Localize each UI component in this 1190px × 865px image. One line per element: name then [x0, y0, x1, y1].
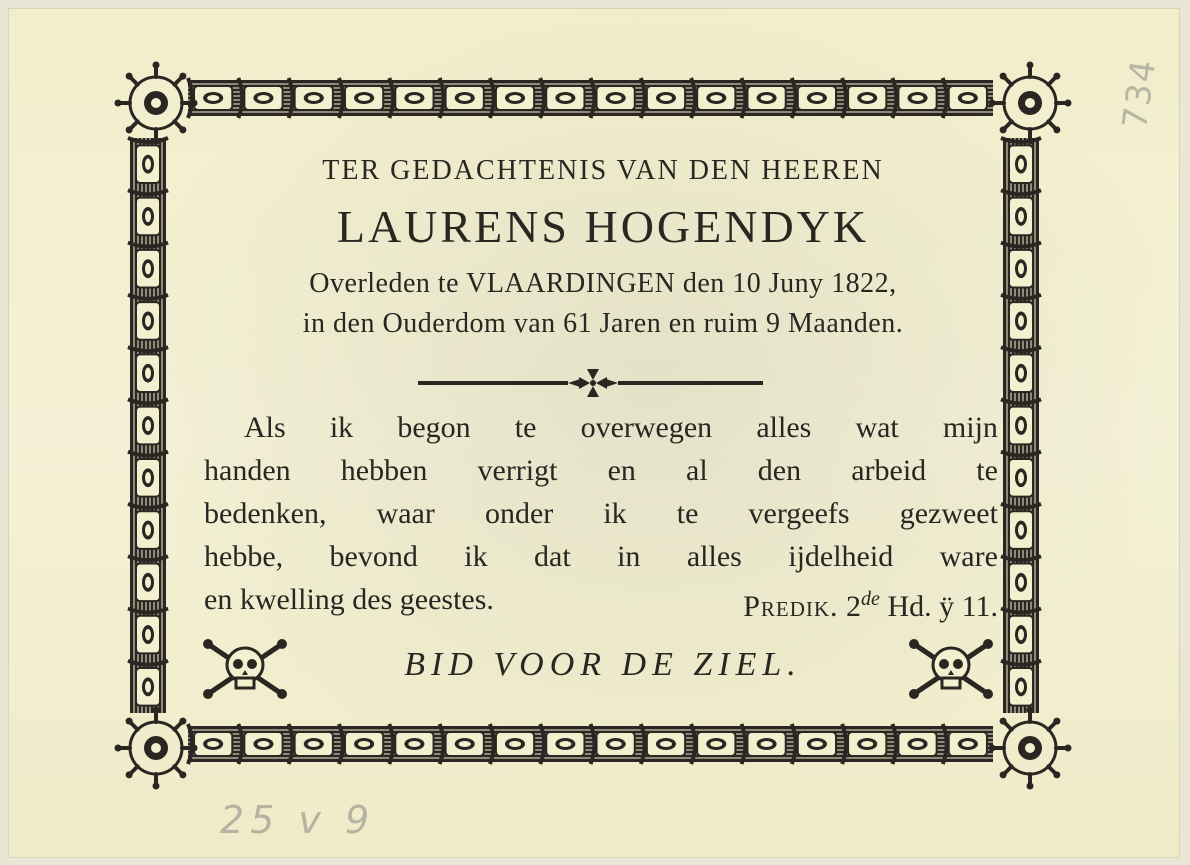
verse-word: alles [686, 540, 742, 573]
verse-text [204, 406, 998, 621]
verse-word: in [617, 540, 641, 573]
verse-line-5 [204, 578, 998, 621]
pencil-inventory-number: 734 [1115, 55, 1165, 132]
verse-word: vergeefs [748, 497, 850, 530]
verse-word: ik [329, 411, 354, 444]
verse-word: ik [464, 540, 488, 573]
verse-word: en [607, 454, 636, 487]
pencil-annotation: 25 v 9 [220, 798, 376, 842]
verse-word: overwegen [580, 411, 713, 444]
verse-word: verrigt [477, 454, 558, 487]
verse-word: gezweet [899, 497, 998, 530]
verse-word: onder [484, 497, 554, 530]
verse-line-4 [204, 535, 998, 578]
verse-word: te [676, 497, 699, 530]
verse-line-2 [204, 449, 998, 492]
verse-word: waar [376, 497, 435, 530]
verse-line-3 [204, 492, 998, 535]
verse-line-1 [204, 406, 998, 449]
verse-word: te [976, 454, 998, 487]
verse-word: ijdelheid [788, 540, 894, 573]
deceased-name: LAURENS HOGENDYK [336, 201, 870, 252]
verse-word: dat [534, 540, 571, 573]
verse-closing: en kwelling des geestes. [204, 583, 494, 616]
reference-book: Predik. [743, 590, 839, 623]
verse-word: bevond [329, 540, 418, 573]
maltese-cross-icon [579, 369, 607, 397]
verse-word: hebbe, [204, 540, 284, 573]
age-line: in den Ouderdom van 61 Jaren en ruim 9 Maanden. [302, 308, 904, 339]
skull-crossbones-icon [906, 638, 996, 700]
cross-divider [418, 363, 768, 403]
verse-word: bedenken, [204, 497, 327, 530]
dedication-heading: TER GEDACHTENIS VAN DEN HEEREN [322, 155, 884, 186]
memorial-card [8, 8, 1180, 858]
verse-word: wat [855, 411, 899, 444]
verse-word: arbeid [851, 454, 927, 487]
verse-word: al [686, 454, 708, 487]
verse-word: handen [204, 454, 291, 487]
verse-word: ik [603, 497, 627, 530]
scripture-reference [743, 578, 998, 621]
prayer-line: BID VOOR DE ZIEL. [404, 646, 802, 683]
reference-chapter: 2 [846, 590, 862, 623]
verse-word: begon [397, 411, 471, 444]
verse-word: Als [244, 411, 286, 444]
verse-word: mijn [942, 411, 998, 444]
verse-word: den [757, 454, 802, 487]
reference-superscript: de [861, 588, 880, 610]
verse-word: ware [939, 540, 998, 573]
verse-word: hebben [340, 454, 428, 487]
verse-word: alles [756, 411, 812, 444]
death-date-line: Overleden te VLAARDINGEN den 10 Juny 1822, [309, 268, 897, 299]
verse-word: te [514, 411, 537, 444]
reference-verse: Hd. ÿ 11. [887, 590, 998, 623]
